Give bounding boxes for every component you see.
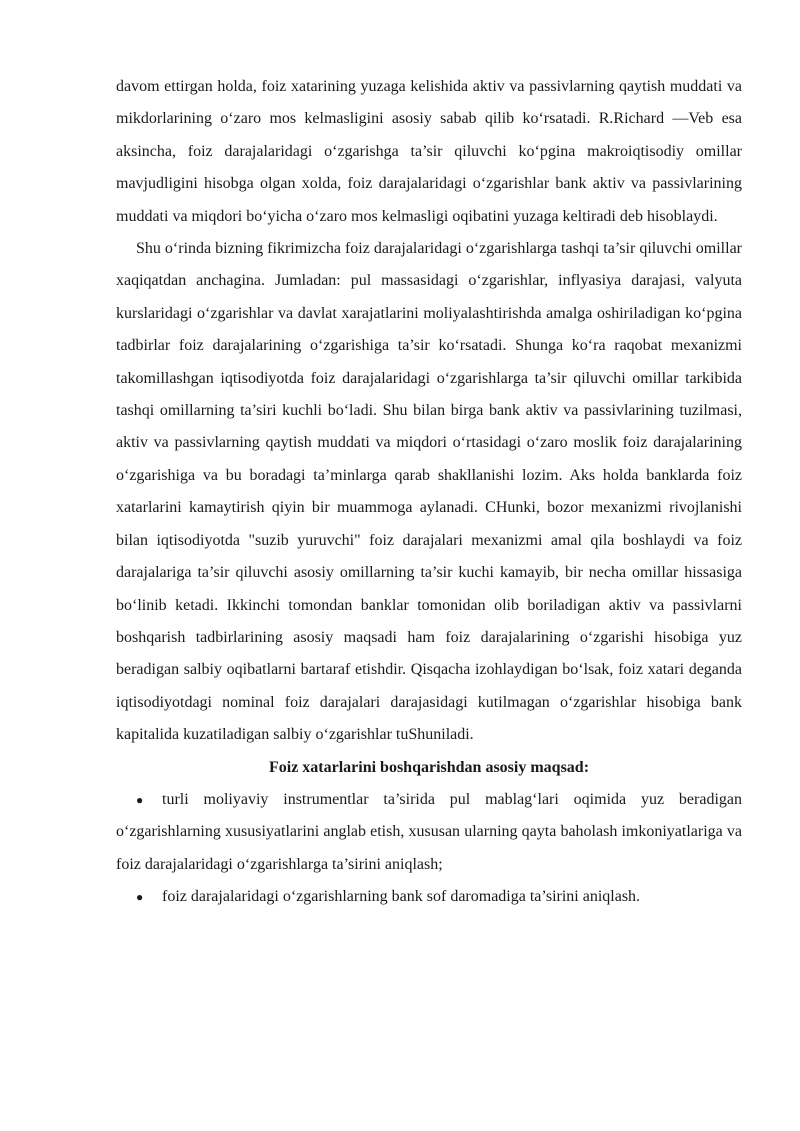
list-item-text: turli moliyaviy instrumentlar ta’sirida pul mablag‘lari oqimida yuz beradigan o‘zgarishlarning xususiyatlarini anglab etish, xususan ularning qayta baholash imkoniyatlariga va foiz darajalaridagi o‘zgarishlarga ta’sirini aniqlash; — [116, 790, 742, 873]
list-item — [116, 881, 742, 913]
paragraph-continuation: davom ettirgan holda, foiz xatarining yuzaga kelishida aktiv va passivlarning qaytish muddati va mikdorlarining o‘zaro mos kelmasligini asosiy sabab qilib ko‘rsatadi. R.Richard —Veb esa aksincha, foiz darajalaridagi o‘zgarishga ta’sir qiluvchi ko‘pgina makroiqtisodiy omillar mavjudligini hisobga olgan xolda, foiz darajalaridagi o‘zgarishlar bank aktiv va passivlarining muddati va miqdori bo‘yicha o‘zaro mos kelmasligi oqibatini yuzaga keltiradi deb hisoblaydi. — [116, 78, 742, 225]
bullet-icon: ● — [136, 890, 144, 905]
section-heading: Foiz xatarlarini boshqarishdan asosiy maqsad: — [268, 758, 590, 776]
document-page — [116, 71, 742, 914]
list-item-text: foiz darajalaridagi o‘zgarishlarning bank sof daromadiga ta’sirini aniqlash. — [162, 888, 641, 906]
paragraph-main: Shu o‘rinda bizning fikrimizcha foiz darajalaridagi o‘zgarishlarga tashqi ta’sir qiluvchi omillar xaqiqatdan anchagina. Jumladan: pul massasidagi o‘zgarishlar, inflyasiya darajasi, valyuta kurslaridagi o‘zgarishlar va davlat xarajatlarini moliyalashtirishda amalga oshiriladigan ko‘pgina tadbirlar foiz darajalarining o‘zgarishiga ta’sir ko‘rsatadi. Shunga ko‘ra raqobat mexanizmi takomillashgan iqtisodiyotda foiz darajalaridagi o‘zgarishlarga ta’sir qiluvchi omillar tarkibida tashqi omillarning ta’siri kuchli bo‘ladi. Shu bilan birga bank aktiv va passivlarining tuzilmasi, aktiv va passivlarning qaytish muddati va miqdori o‘rtasidagi o‘zaro moslik foiz darajalarining o‘zgarishiga va bu boradagi ta’minlarga qarab shakllanishi lozim. Aks holda banklarda foiz xatarlarini kamaytirish qiyin bir muammoga aylanadi. CHunki, bozor mexanizmi rivojlanishi bilan iqtisodiyotda "suzib yuruvchi" foiz darajalari mexanizmi amal qila boshlaydi va foiz darajalariga ta’sir qiluvchi asosiy omillarning ta’sir kuchi kamayib, bir necha omillar hissasiga bo‘linib ketadi. Ikkinchi tomondan banklar tomonidan olib boriladigan aktiv va passivlarni boshqarish tadbirlarining asosiy maqsadi ham foiz darajalarining o‘zgarishi hisobiga yuz beradigan salbiy oqibatlarni bartaraf etishdir. Qisqacha izohlaydigan bo‘lsak, foiz xatari deganda iqtisodiyotdagi nominal foiz darajalari darajasidagi kutilmagan o‘zgarishlar hisobiga bank kapitalida kuzatiladigan salbiy o‘zgarishlar tuShuniladi. — [116, 240, 742, 744]
list-item — [116, 784, 742, 881]
bullet-icon: ● — [136, 792, 144, 807]
